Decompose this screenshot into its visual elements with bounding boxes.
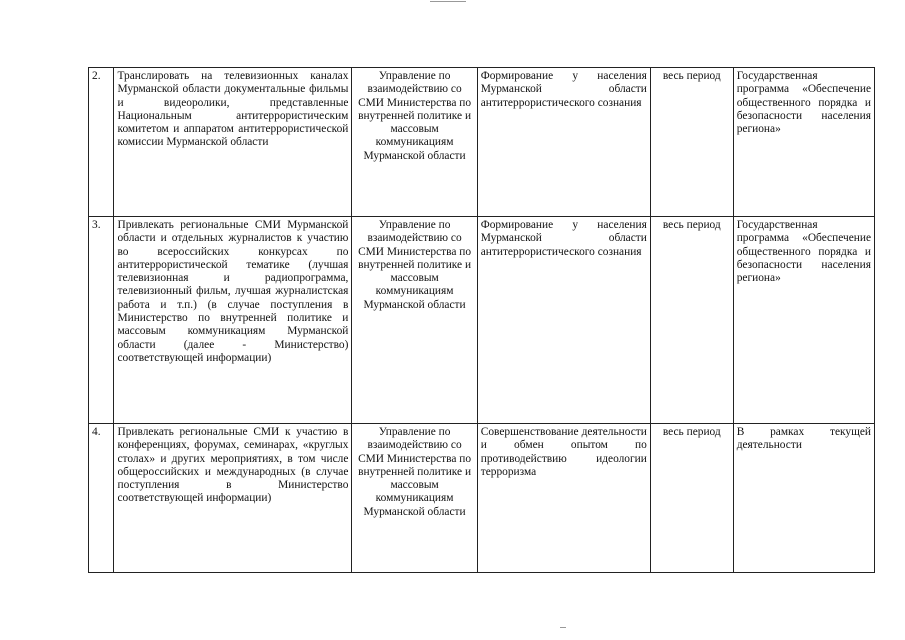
row-number: 4. <box>89 424 114 573</box>
funding-source: В рамках текущей деятельности <box>733 424 874 573</box>
responsible-executor: Управление по взаимодействию со СМИ Министерства по внутренней политике и массовым коммуникациям Мурманской области <box>352 68 477 217</box>
measure-description: Привлекать региональные СМИ Мурманской области и отдельных журналистов к участию во всероссийских конкурсах по антитеррористической тематике (лучшая телевизионная и радиопрограмма, телевизионный фильм, лучшая журналистская работа и т.п.) (в случае поступления в Министерство по внутренней политике и массовым коммуникациям Мурманской области (далее - Министерство) соответствующей информации) <box>114 217 352 424</box>
table-row <box>89 424 875 573</box>
table-row <box>89 217 875 424</box>
funding-source: Государственная программа «Обеспечение общественного порядка и безопасности населения региона» <box>733 217 874 424</box>
measure-description: Привлекать региональные СМИ к участию в конференциях, форумах, семинарах, «круглых столах» и других мероприятиях, в том числе общероссийских и международных (в случае поступления в Министерство соответствующей информации) <box>114 424 352 573</box>
execution-term: весь период <box>650 217 733 424</box>
scan-artifact-line <box>430 1 466 2</box>
measure-description: Транслировать на телевизионных каналах Мурманской области документальные фильмы и видеоролики, представленные Национальным антитеррористическим комитетом и аппаратом антитеррористической комиссии Мурманской области <box>114 68 352 217</box>
funding-source: Государственная программа «Обеспечение общественного порядка и безопасности населения региона» <box>733 68 874 217</box>
measures-table <box>88 67 875 573</box>
row-number: 3. <box>89 217 114 424</box>
expected-result: Совершенствование деятельности и обмен опытом по противодействию идеологии терроризма <box>477 424 650 573</box>
scan-artifact-line <box>560 627 566 628</box>
responsible-executor: Управление по взаимодействию со СМИ Министерства по внутренней политике и массовым коммуникациям Мурманской области <box>352 217 477 424</box>
table-row <box>89 68 875 217</box>
expected-result: Формирование у населения Мурманской области антитеррористического сознания <box>477 68 650 217</box>
execution-term: весь период <box>650 424 733 573</box>
expected-result: Формирование у населения Мурманской области антитеррористического сознания <box>477 217 650 424</box>
row-number: 2. <box>89 68 114 217</box>
execution-term: весь период <box>650 68 733 217</box>
responsible-executor: Управление по взаимодействию со СМИ Министерства по внутренней политике и массовым коммуникациям Мурманской области <box>352 424 477 573</box>
